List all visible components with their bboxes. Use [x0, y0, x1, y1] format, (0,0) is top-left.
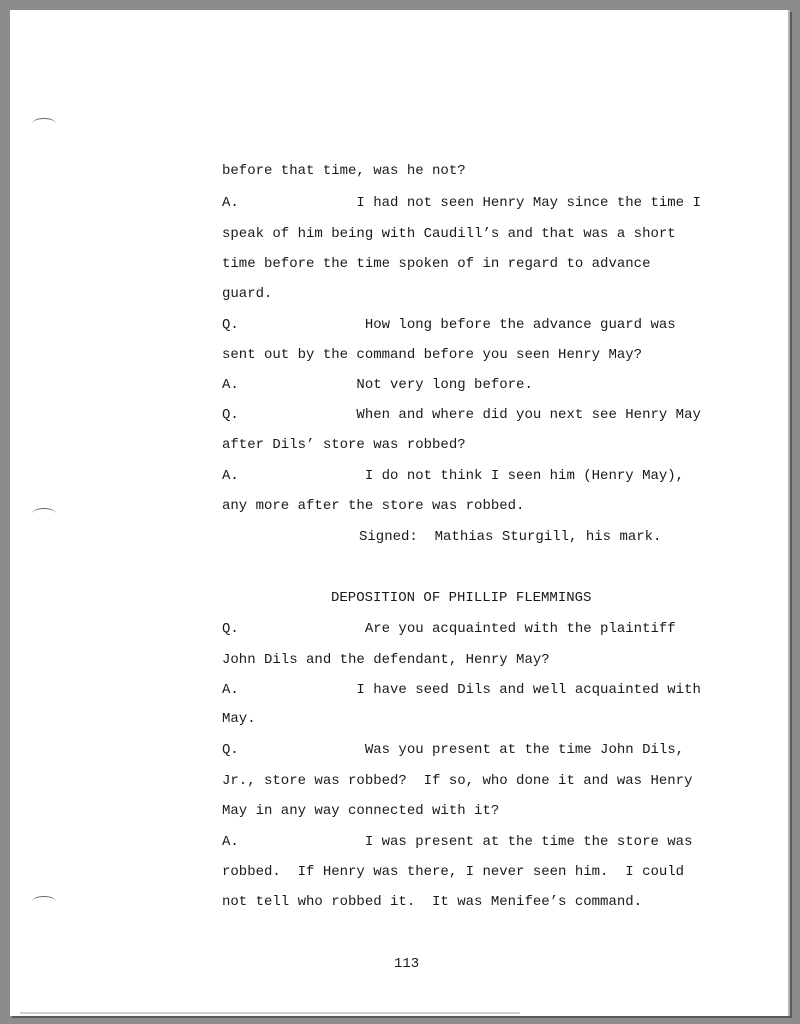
text-line: any more after the store was robbed.	[222, 498, 525, 514]
page-number: 113	[394, 956, 420, 972]
text-line: A. I was present at the time the store was	[222, 834, 693, 850]
text-line: Q. How long before the advance guard was	[222, 317, 676, 333]
text-line: speak of him being with Caudill’s and that was a short	[222, 226, 676, 242]
text-line: Q. Are you acquainted with the plaintiff	[222, 621, 676, 637]
text-line: Q. When and where did you next see Henry May	[222, 407, 701, 423]
text-line: A. Not very long before.	[222, 377, 533, 393]
text-line: A. I had not seen Henry May since the time I	[222, 195, 701, 211]
text-line: A. I have seed Dils and well acquainted with	[222, 682, 701, 698]
section-heading: DEPOSITION OF PHILLIP FLEMMINGS	[331, 590, 592, 606]
text-line: guard.	[222, 286, 273, 302]
text-line: time before the time spoken of in regard to advance	[222, 256, 651, 272]
text-line: before that time, was he not?	[222, 163, 466, 179]
text-line: robbed. If Henry was there, I never seen him. I could	[222, 864, 685, 880]
text-line: A. I do not think I seen him (Henry May),	[222, 468, 685, 484]
text-line: after Dils’ store was robbed?	[222, 437, 466, 453]
page-edge-rule	[788, 10, 790, 1016]
text-line: not tell who robbed it. It was Menifee’s command.	[222, 894, 643, 910]
signature-line: Signed: Mathias Sturgill, his mark.	[359, 529, 662, 545]
punch-hole-mark-bottom	[32, 896, 56, 907]
punch-hole-mark-middle	[32, 508, 56, 519]
punch-hole-mark-top	[32, 118, 56, 129]
text-line: sent out by the command before you seen Henry May?	[222, 347, 643, 363]
text-line: May in any way connected with it?	[222, 803, 500, 819]
text-line: May.	[222, 711, 256, 727]
text-line: Q. Was you present at the time John Dils,	[222, 742, 685, 758]
scan-edge-rule	[20, 1012, 520, 1014]
text-line: Jr., store was robbed? If so, who done it and was Henry	[222, 773, 693, 789]
text-line: John Dils and the defendant, Henry May?	[222, 652, 550, 668]
